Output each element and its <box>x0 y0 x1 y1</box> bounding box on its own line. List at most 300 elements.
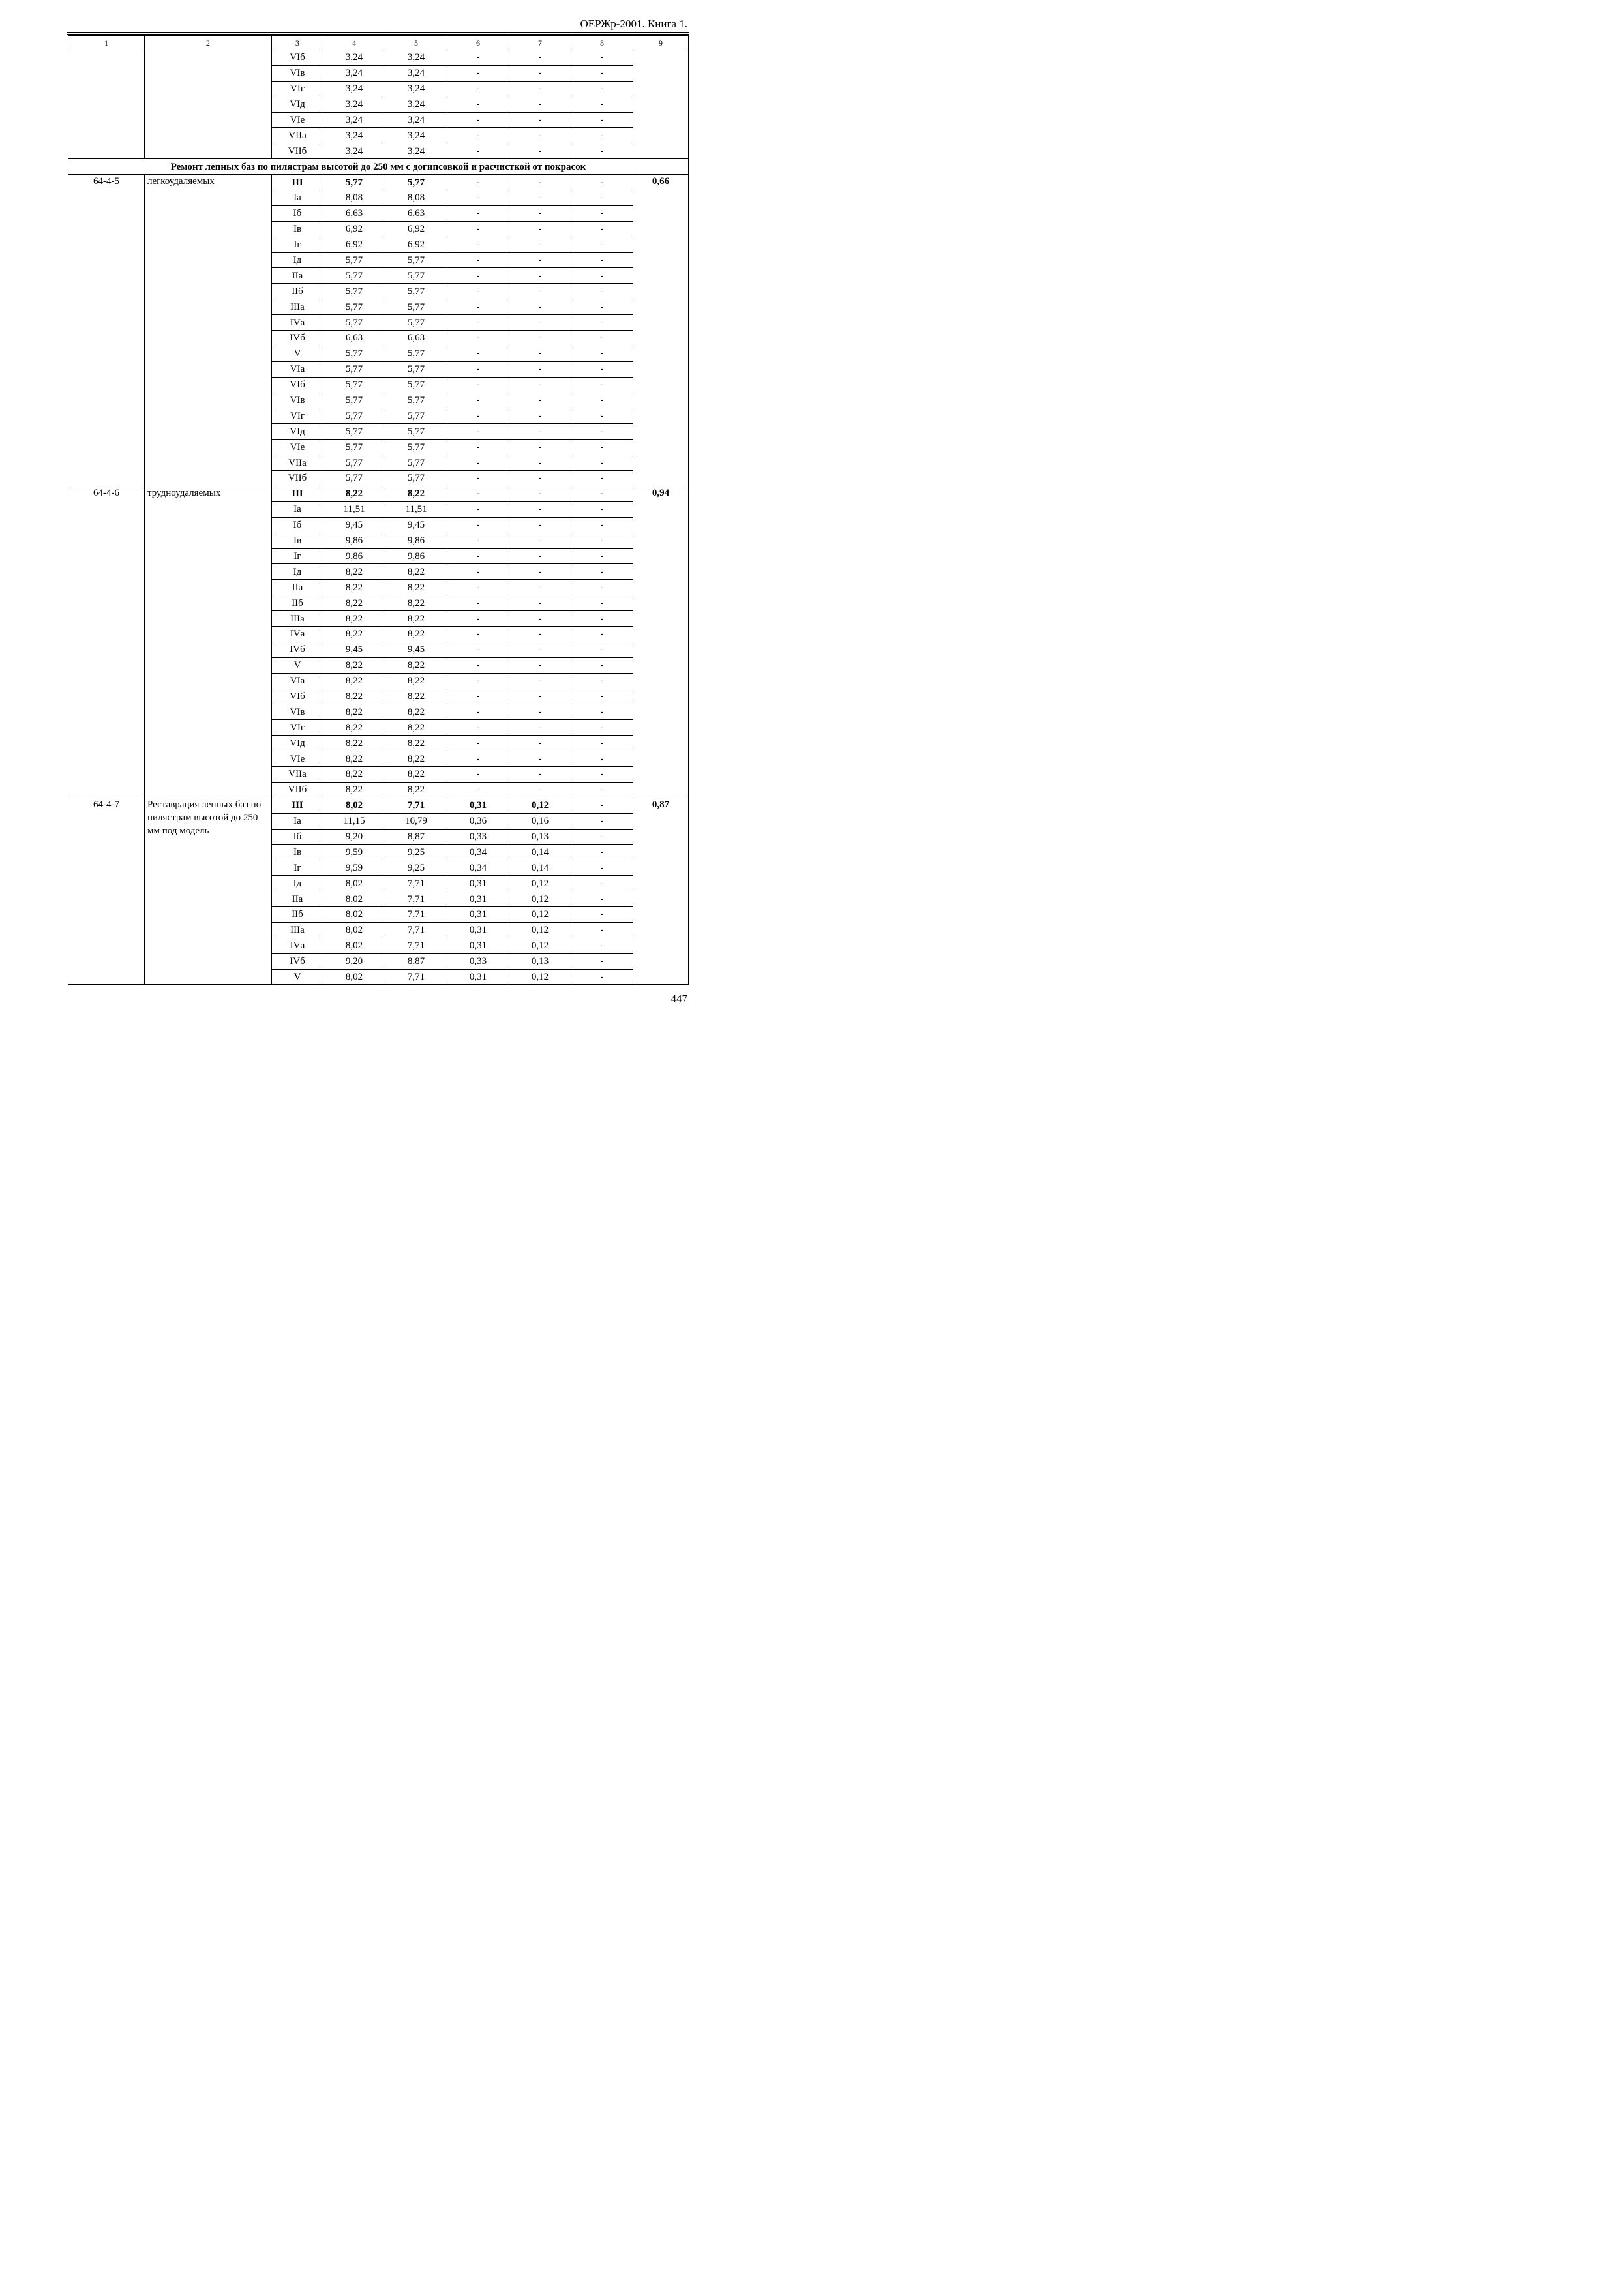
value-cell: - <box>447 766 509 782</box>
value-cell: - <box>447 533 509 548</box>
value-cell: - <box>571 377 633 393</box>
region-cell: VIг <box>272 408 323 424</box>
value-cell: 8,02 <box>323 938 385 953</box>
value-cell: - <box>509 393 571 408</box>
value-cell: 8,22 <box>323 626 385 642</box>
value-cell: 8,02 <box>323 891 385 907</box>
value-cell: - <box>571 190 633 206</box>
region-cell: V <box>272 346 323 361</box>
value-cell: - <box>571 268 633 284</box>
value-cell: 8,22 <box>385 486 447 501</box>
value-cell: 5,77 <box>385 268 447 284</box>
value-cell: 0,34 <box>447 845 509 860</box>
value-cell: - <box>571 346 633 361</box>
value-cell: - <box>509 782 571 798</box>
value-cell: 11,15 <box>323 813 385 829</box>
value-cell: 5,77 <box>385 455 447 471</box>
value-cell: - <box>571 175 633 190</box>
value-cell: - <box>509 689 571 704</box>
value-cell: - <box>447 689 509 704</box>
value-cell: 8,22 <box>323 782 385 798</box>
value-cell: - <box>447 190 509 206</box>
value-cell: - <box>509 128 571 143</box>
region-cell: VIв <box>272 704 323 720</box>
value-cell: - <box>447 175 509 190</box>
value-cell: 5,77 <box>323 471 385 486</box>
table-body <box>68 36 689 985</box>
value-cell: - <box>571 455 633 471</box>
region-cell: IVа <box>272 938 323 953</box>
value-cell: 9,45 <box>385 642 447 657</box>
value-cell: - <box>509 81 571 97</box>
value-cell: 9,25 <box>385 860 447 876</box>
value-cell: 3,24 <box>323 97 385 112</box>
value-cell: 9,59 <box>323 860 385 876</box>
page-number: 447 <box>670 993 687 1005</box>
value-cell: - <box>447 595 509 611</box>
value-cell: - <box>571 642 633 657</box>
region-cell: V <box>272 969 323 985</box>
name-cell <box>145 50 272 159</box>
value-cell: 0,31 <box>447 798 509 813</box>
value-cell: 8,22 <box>323 689 385 704</box>
name-cell: трудноудаляемых <box>145 486 272 798</box>
value-cell: 8,22 <box>385 595 447 611</box>
value-cell: - <box>571 845 633 860</box>
value-cell: 8,02 <box>323 876 385 891</box>
value-cell: - <box>571 205 633 221</box>
value-cell: - <box>447 580 509 595</box>
value-cell: - <box>447 205 509 221</box>
value-cell: 0,12 <box>509 876 571 891</box>
value-cell: 8,08 <box>323 190 385 206</box>
value-cell: - <box>571 782 633 798</box>
value-cell: 8,02 <box>323 969 385 985</box>
value-cell: 0,33 <box>447 829 509 845</box>
value-cell: - <box>571 564 633 580</box>
value-cell: - <box>571 486 633 501</box>
value-cell: 5,77 <box>385 377 447 393</box>
value-cell: - <box>509 517 571 533</box>
value-cell: 5,77 <box>385 346 447 361</box>
value-cell: - <box>509 143 571 159</box>
value-cell: 0,12 <box>509 938 571 953</box>
column-number: 2 <box>145 36 272 50</box>
value-cell: - <box>571 408 633 424</box>
value-cell: 0,34 <box>447 860 509 876</box>
value-cell: - <box>447 97 509 112</box>
region-cell: IIа <box>272 580 323 595</box>
value-cell: 8,22 <box>323 704 385 720</box>
value-cell: - <box>571 580 633 595</box>
value-cell: 6,63 <box>385 331 447 346</box>
value-cell: - <box>447 471 509 486</box>
value-cell: 8,22 <box>323 751 385 767</box>
value-cell: 9,25 <box>385 845 447 860</box>
value-cell: - <box>447 221 509 237</box>
value-cell: 8,22 <box>323 673 385 689</box>
value-cell: 9,86 <box>385 533 447 548</box>
value-cell: - <box>447 361 509 377</box>
value-cell: - <box>509 704 571 720</box>
region-cell: VIIа <box>272 455 323 471</box>
value-cell: 6,92 <box>385 237 447 252</box>
value-cell: 7,71 <box>385 906 447 922</box>
value-cell: - <box>447 393 509 408</box>
region-cell: VIв <box>272 393 323 408</box>
value-cell: - <box>509 766 571 782</box>
value-cell: - <box>509 471 571 486</box>
value-cell: - <box>447 346 509 361</box>
value-cell: 8,22 <box>323 657 385 673</box>
value-cell: 5,77 <box>323 268 385 284</box>
value-cell: 11,51 <box>385 501 447 517</box>
value-cell: - <box>571 331 633 346</box>
value-cell: - <box>447 424 509 440</box>
value-cell: - <box>447 315 509 331</box>
region-cell: Iб <box>272 517 323 533</box>
value-cell: - <box>571 50 633 66</box>
region-cell: VIIб <box>272 782 323 798</box>
value-cell: 5,77 <box>323 284 385 299</box>
column-number: 3 <box>272 36 323 50</box>
value-cell: - <box>447 751 509 767</box>
value-cell: - <box>509 533 571 548</box>
value-cell: 8,22 <box>323 736 385 751</box>
value-cell: - <box>571 252 633 268</box>
value-cell: 5,77 <box>385 252 447 268</box>
value-cell: - <box>571 471 633 486</box>
value-cell: 9,45 <box>323 517 385 533</box>
region-cell: VIе <box>272 751 323 767</box>
value-cell: 10,79 <box>385 813 447 829</box>
region-cell: VIе <box>272 440 323 455</box>
value-cell: 6,92 <box>323 237 385 252</box>
value-cell: 9,86 <box>323 548 385 564</box>
section-row <box>68 159 689 175</box>
region-cell: VIIа <box>272 128 323 143</box>
value-cell: 3,24 <box>323 143 385 159</box>
value-cell: 0,13 <box>509 953 571 969</box>
value-cell: - <box>571 922 633 938</box>
value-cell: - <box>509 377 571 393</box>
value-cell: - <box>571 501 633 517</box>
table-row <box>68 50 689 66</box>
value-cell: 0,31 <box>447 969 509 985</box>
region-cell: VIб <box>272 50 323 66</box>
value-cell: - <box>447 284 509 299</box>
value-cell: - <box>571 517 633 533</box>
value-cell: 5,77 <box>385 393 447 408</box>
value-cell: 8,22 <box>323 564 385 580</box>
region-cell: IIб <box>272 284 323 299</box>
value-cell: 8,22 <box>385 580 447 595</box>
value-cell: - <box>509 611 571 627</box>
region-cell: Iв <box>272 845 323 860</box>
value-cell: 0,12 <box>509 922 571 938</box>
value-cell: - <box>571 533 633 548</box>
value-cell: - <box>571 876 633 891</box>
value-cell: - <box>509 564 571 580</box>
value-cell: - <box>447 81 509 97</box>
value-cell: 5,77 <box>385 175 447 190</box>
value-cell: - <box>447 611 509 627</box>
column-number-row <box>68 36 689 50</box>
value-cell: 8,22 <box>385 720 447 736</box>
value-cell: - <box>509 284 571 299</box>
value-cell: - <box>571 284 633 299</box>
region-cell: Iг <box>272 237 323 252</box>
region-cell: VIб <box>272 689 323 704</box>
value-cell: 9,20 <box>323 829 385 845</box>
region-cell: IVа <box>272 626 323 642</box>
column-number: 5 <box>385 36 447 50</box>
region-cell: Iа <box>272 501 323 517</box>
col9-cell: 0,66 <box>633 175 689 486</box>
value-cell: - <box>509 97 571 112</box>
value-cell: - <box>447 299 509 315</box>
col9-cell: 0,94 <box>633 486 689 798</box>
value-cell: - <box>571 891 633 907</box>
value-cell: 8,02 <box>323 798 385 813</box>
value-cell: - <box>571 766 633 782</box>
value-cell: 5,77 <box>385 408 447 424</box>
value-cell: 5,77 <box>323 393 385 408</box>
value-cell: - <box>509 65 571 81</box>
value-cell: - <box>571 953 633 969</box>
value-cell: - <box>571 704 633 720</box>
value-cell: 8,02 <box>323 922 385 938</box>
value-cell: - <box>447 657 509 673</box>
value-cell: 3,24 <box>323 50 385 66</box>
value-cell: 0,31 <box>447 906 509 922</box>
value-cell: 8,22 <box>385 657 447 673</box>
value-cell: - <box>571 938 633 953</box>
value-cell: - <box>447 564 509 580</box>
value-cell: - <box>571 689 633 704</box>
value-cell: - <box>447 408 509 424</box>
region-cell: IIб <box>272 595 323 611</box>
value-cell: - <box>509 673 571 689</box>
value-cell: - <box>571 315 633 331</box>
value-cell: - <box>571 65 633 81</box>
value-cell: - <box>509 346 571 361</box>
column-number: 1 <box>68 36 145 50</box>
value-cell: 5,77 <box>385 315 447 331</box>
value-cell: - <box>509 486 571 501</box>
region-cell: Iб <box>272 205 323 221</box>
column-number: 9 <box>633 36 689 50</box>
value-cell: - <box>447 704 509 720</box>
value-cell: - <box>447 486 509 501</box>
value-cell: - <box>509 642 571 657</box>
value-cell: - <box>509 548 571 564</box>
code-cell: 64-4-6 <box>68 486 145 798</box>
value-cell: 5,77 <box>323 361 385 377</box>
value-cell: - <box>571 969 633 985</box>
value-cell: - <box>509 595 571 611</box>
value-cell: - <box>571 112 633 128</box>
region-cell: III <box>272 175 323 190</box>
value-cell: 7,71 <box>385 969 447 985</box>
value-cell: - <box>509 175 571 190</box>
value-cell: - <box>571 424 633 440</box>
value-cell: - <box>447 548 509 564</box>
value-cell: - <box>571 143 633 159</box>
value-cell: 6,63 <box>385 205 447 221</box>
value-cell: 7,71 <box>385 938 447 953</box>
region-cell: Iв <box>272 533 323 548</box>
value-cell: 0,14 <box>509 845 571 860</box>
value-cell: 8,22 <box>323 580 385 595</box>
code-cell <box>68 50 145 159</box>
value-cell: 0,16 <box>509 813 571 829</box>
region-cell: IIб <box>272 906 323 922</box>
value-cell: 0,33 <box>447 953 509 969</box>
value-cell: 7,71 <box>385 891 447 907</box>
value-cell: 6,92 <box>323 221 385 237</box>
region-cell: VIд <box>272 97 323 112</box>
value-cell: 9,20 <box>323 953 385 969</box>
value-cell: - <box>447 782 509 798</box>
region-cell: III <box>272 486 323 501</box>
value-cell: 0,31 <box>447 938 509 953</box>
value-cell: - <box>509 112 571 128</box>
value-cell: 5,77 <box>385 440 447 455</box>
value-cell: 0,31 <box>447 876 509 891</box>
name-cell: Реставрация лепных баз по пилястрам высотой до 250 мм под модель <box>145 798 272 985</box>
region-cell: VIг <box>272 81 323 97</box>
value-cell: 7,71 <box>385 922 447 938</box>
region-cell: VIд <box>272 736 323 751</box>
value-cell: - <box>571 237 633 252</box>
value-cell: - <box>447 237 509 252</box>
value-cell: 5,77 <box>385 299 447 315</box>
value-cell: - <box>571 97 633 112</box>
value-cell: 8,22 <box>385 766 447 782</box>
value-cell: - <box>447 517 509 533</box>
value-cell: - <box>447 268 509 284</box>
value-cell: 8,22 <box>323 486 385 501</box>
value-cell: - <box>509 440 571 455</box>
region-cell: VIа <box>272 361 323 377</box>
value-cell: 5,77 <box>323 252 385 268</box>
region-cell: IVб <box>272 953 323 969</box>
column-number: 4 <box>323 36 385 50</box>
value-cell: - <box>447 331 509 346</box>
value-cell: - <box>571 751 633 767</box>
value-cell: 8,22 <box>385 782 447 798</box>
region-cell: V <box>272 657 323 673</box>
value-cell: 8,22 <box>323 766 385 782</box>
region-cell: IIа <box>272 891 323 907</box>
value-cell: 6,63 <box>323 331 385 346</box>
value-cell: - <box>447 720 509 736</box>
value-cell: - <box>571 906 633 922</box>
value-cell: - <box>571 736 633 751</box>
value-cell: - <box>447 642 509 657</box>
region-cell: IIа <box>272 268 323 284</box>
rates-table <box>68 35 689 985</box>
table-row <box>68 798 689 813</box>
column-number: 8 <box>571 36 633 50</box>
region-cell: IIIа <box>272 611 323 627</box>
value-cell: - <box>447 252 509 268</box>
code-cell: 64-4-7 <box>68 798 145 985</box>
value-cell: - <box>447 143 509 159</box>
region-cell: VIв <box>272 65 323 81</box>
value-cell: - <box>509 626 571 642</box>
value-cell: - <box>571 221 633 237</box>
region-cell: VIа <box>272 673 323 689</box>
value-cell: - <box>571 299 633 315</box>
value-cell: - <box>509 455 571 471</box>
value-cell: 8,22 <box>385 626 447 642</box>
value-cell: - <box>571 548 633 564</box>
region-cell: VIг <box>272 720 323 736</box>
region-cell: IIIа <box>272 922 323 938</box>
value-cell: 7,71 <box>385 876 447 891</box>
value-cell: 9,45 <box>323 642 385 657</box>
region-cell: VIIб <box>272 471 323 486</box>
value-cell: 5,77 <box>385 361 447 377</box>
value-cell: - <box>447 501 509 517</box>
value-cell: - <box>509 408 571 424</box>
value-cell: 5,77 <box>385 424 447 440</box>
value-cell: 0,14 <box>509 860 571 876</box>
value-cell: 0,31 <box>447 891 509 907</box>
value-cell: 3,24 <box>385 112 447 128</box>
value-cell: - <box>571 657 633 673</box>
value-cell: - <box>571 720 633 736</box>
value-cell: 8,22 <box>323 611 385 627</box>
value-cell: - <box>571 361 633 377</box>
region-cell: VIIа <box>272 766 323 782</box>
value-cell: 8,22 <box>385 751 447 767</box>
value-cell: 9,45 <box>385 517 447 533</box>
value-cell: - <box>571 393 633 408</box>
value-cell: - <box>447 626 509 642</box>
value-cell: 0,12 <box>509 891 571 907</box>
value-cell: - <box>447 736 509 751</box>
value-cell: - <box>509 190 571 206</box>
value-cell: 11,51 <box>323 501 385 517</box>
value-cell: - <box>571 81 633 97</box>
region-cell: IVб <box>272 642 323 657</box>
value-cell: - <box>447 50 509 66</box>
value-cell: 3,24 <box>385 128 447 143</box>
value-cell: 8,22 <box>385 611 447 627</box>
column-number: 6 <box>447 36 509 50</box>
value-cell: 3,24 <box>385 81 447 97</box>
value-cell: 0,31 <box>447 922 509 938</box>
table-row <box>68 175 689 190</box>
value-cell: 9,86 <box>385 548 447 564</box>
col9-cell <box>633 50 689 159</box>
value-cell: - <box>571 673 633 689</box>
region-cell: VIб <box>272 377 323 393</box>
column-number: 7 <box>509 36 571 50</box>
value-cell: 6,92 <box>385 221 447 237</box>
header-rule <box>67 32 689 33</box>
value-cell: - <box>509 424 571 440</box>
value-cell: - <box>571 798 633 813</box>
value-cell: - <box>509 657 571 673</box>
value-cell: 0,36 <box>447 813 509 829</box>
value-cell: - <box>447 112 509 128</box>
value-cell: 8,08 <box>385 190 447 206</box>
value-cell: 3,24 <box>385 143 447 159</box>
